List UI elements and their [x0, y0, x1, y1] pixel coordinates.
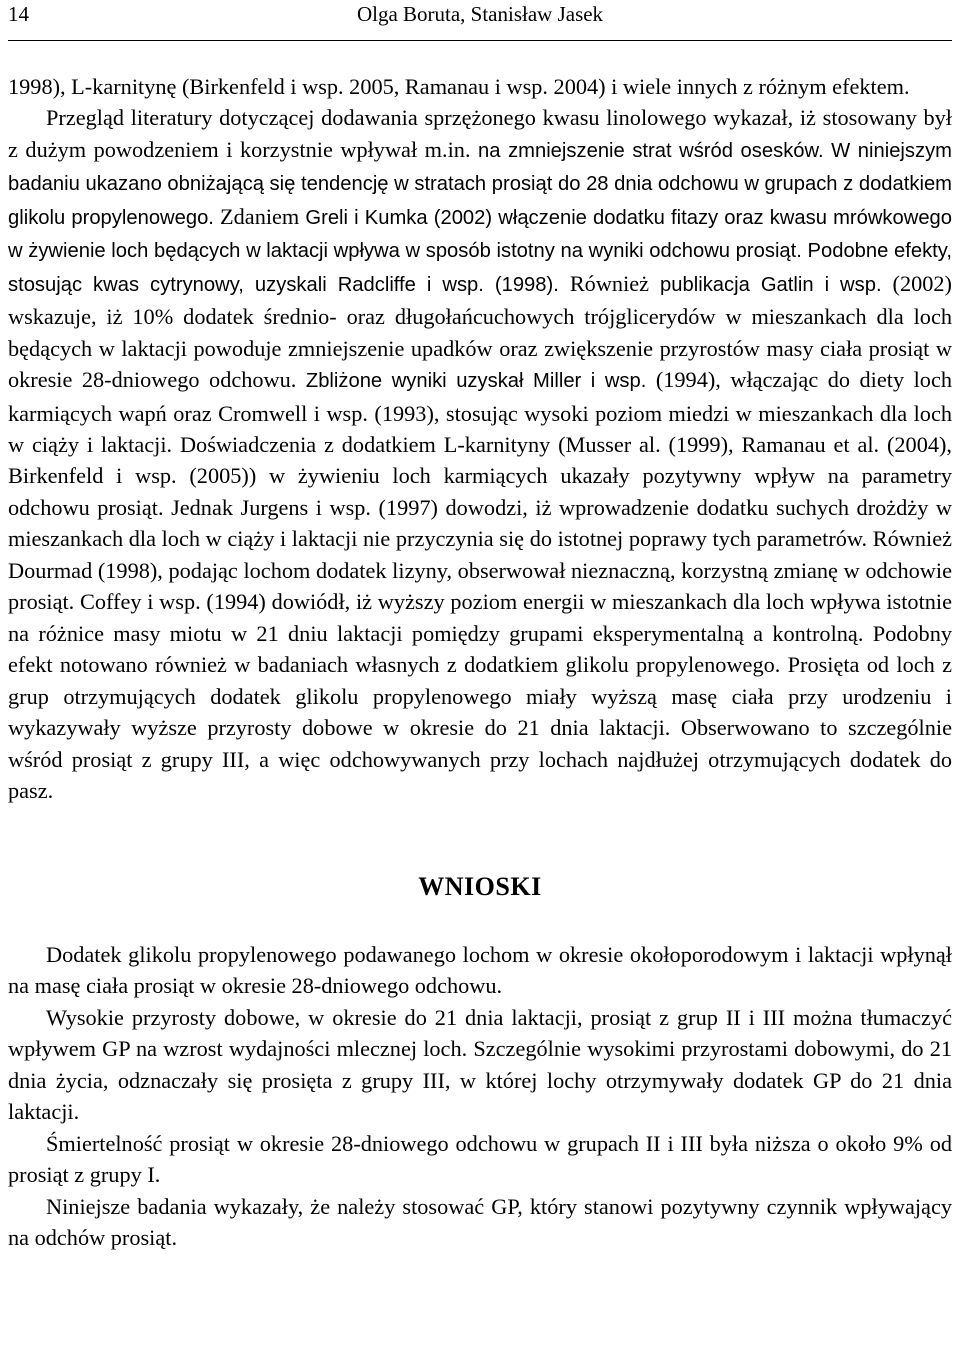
- text-run: Greli i Kumka (2002) włączenie dodatku fitazy oraz kwasu mrówkowego w żywienie loch będących w laktacji wpływa w sposób istotny na wyniki odchowu prosiąt. Podobne efekty, stosując kwas cytrynowy, uzyskali Radcliffe i wsp. (1998).: [8, 206, 952, 296]
- running-header: [8, 0, 952, 41]
- page-number: 14: [8, 2, 29, 26]
- conclusion-paragraph: Niniejsze badania wykazały, że należy stosować GP, który stanowi pozytywny czynnik wpływający na odchów prosiąt.: [8, 1193, 952, 1250]
- text-run: publikacja Gatlin i wsp.: [660, 273, 882, 296]
- text-run: Zdaniem: [220, 203, 300, 229]
- paragraph: [8, 102, 952, 806]
- conclusion-paragraph: Wysokie przyrosty dobowe, w okresie do 21 dnia laktacji, prosiąt z grup II i III można tłumaczyć wpływem GP na wzrost wydajności mlecznej loch. Szczególnie wysokimi przyrostami dobowymi, do 21 dnia życia, odznaczały się prosięta z grupy III, w której lochy otrzymywały dodatek GP do 21 dnia laktacji.: [8, 1004, 952, 1125]
- header-authors: Olga Boruta, Stanisław Jasek: [356, 2, 604, 26]
- conclusion-paragraph: Śmiertelność prosiąt w okresie 28-dniowego odchowu w grupach II i III była niższa o około 9% od prosiąt z grupy I.: [8, 1130, 952, 1188]
- section-heading: WNIOSKI: [418, 872, 542, 902]
- text-run: (1994), włączając do diety loch karmiących wapń oraz Cromwell i wsp. (1993), stosując wysoki poziom miedzi w mieszankach dla loch w ciąży i laktacji. Doświadczenia z dodatkiem L-karnityny (Musser al. (1999), Ramanau et al. (2004), Birkenfeld i wsp. (2005)) w żywieniu loch karmiących ukazały pozytywny wpływ na parametry odchowu prosiąt. Jednak Jurgens i wsp. (1997) dowodzi, iż wprowadzenie dodatku suchych drożdży w mieszankach dla loch w ciąży i laktacji nie przyczynia się do istotnej poprawy tych parametrów. Również Dourmad (1998), podając lochom dodatek lizyny, obserwował nieznaczną, korzystną zmianę w odchowie prosiąt. Coffey i wsp. (1994) dowiódł, iż wyższy poziom energii w mieszankach dla loch wpływa istotnie na różnice masy miotu w 21 dniu laktacji pomiędzy grupami eksperymentalną a kontrolną. Podobny efekt notowano również w badaniach własnych z dodatkiem glikolu propylenowego. Prosięta od loch z grup otrzymujących dodatek glikolu propylenowego miały wyższą masę ciała przy urodzeniu i wykazywały wyższe przyrosty dobowe w okresie do 21 dnia laktacji. Obserwowano to szczególnie wśród prosiąt z grupy III, a więc odchowywanych przy lochach najdłużej otrzymujących dodatek do pasz.: [8, 367, 952, 803]
- conclusion-paragraph: Dodatek glikolu propylenowego podawanego lochom w okresie okołoporodowym i laktacji wpłynął na masę ciała prosiąt w okresie 28-dniowego odchowu.: [8, 941, 952, 999]
- text-run: Zbliżone wyniki uzyskał Miller i wsp.: [305, 370, 647, 393]
- text-run: na zmniejszenie strat wśród osesków. W niniejszym badaniu ukazano obniżającą się tendencję w stratach prosiąt do 28 dnia odchowu w grupach z dodatkiem glikolu propylenowego.: [8, 139, 952, 229]
- text-run: (2002) wskazuje, iż 10% dodatek średnio- oraz długołańcuchowych trójglicerydów w mieszankach dla loch będących w laktacji powoduje zmniejszenie upadków oraz zwiększenie przyrostów masy ciała prosiąt w okresie 28-dniowego odchowu.: [8, 270, 952, 393]
- discussion-text: [8, 71, 952, 1253]
- paragraph: 1998), L-karnitynę (Birkenfeld i wsp. 2005, Ramanau i wsp. 2004) i wiele innych z różnym efektem.: [8, 74, 910, 99]
- text-run: Również: [569, 270, 650, 296]
- text-run: Przegląd literatury dotyczącej dodawania sprzężonego kwasu linolowego wykazał, iż stosowany był z dużym powodzeniem i korzystnie wpływał m.in.: [8, 105, 952, 162]
- document-page: [8, 0, 952, 1253]
